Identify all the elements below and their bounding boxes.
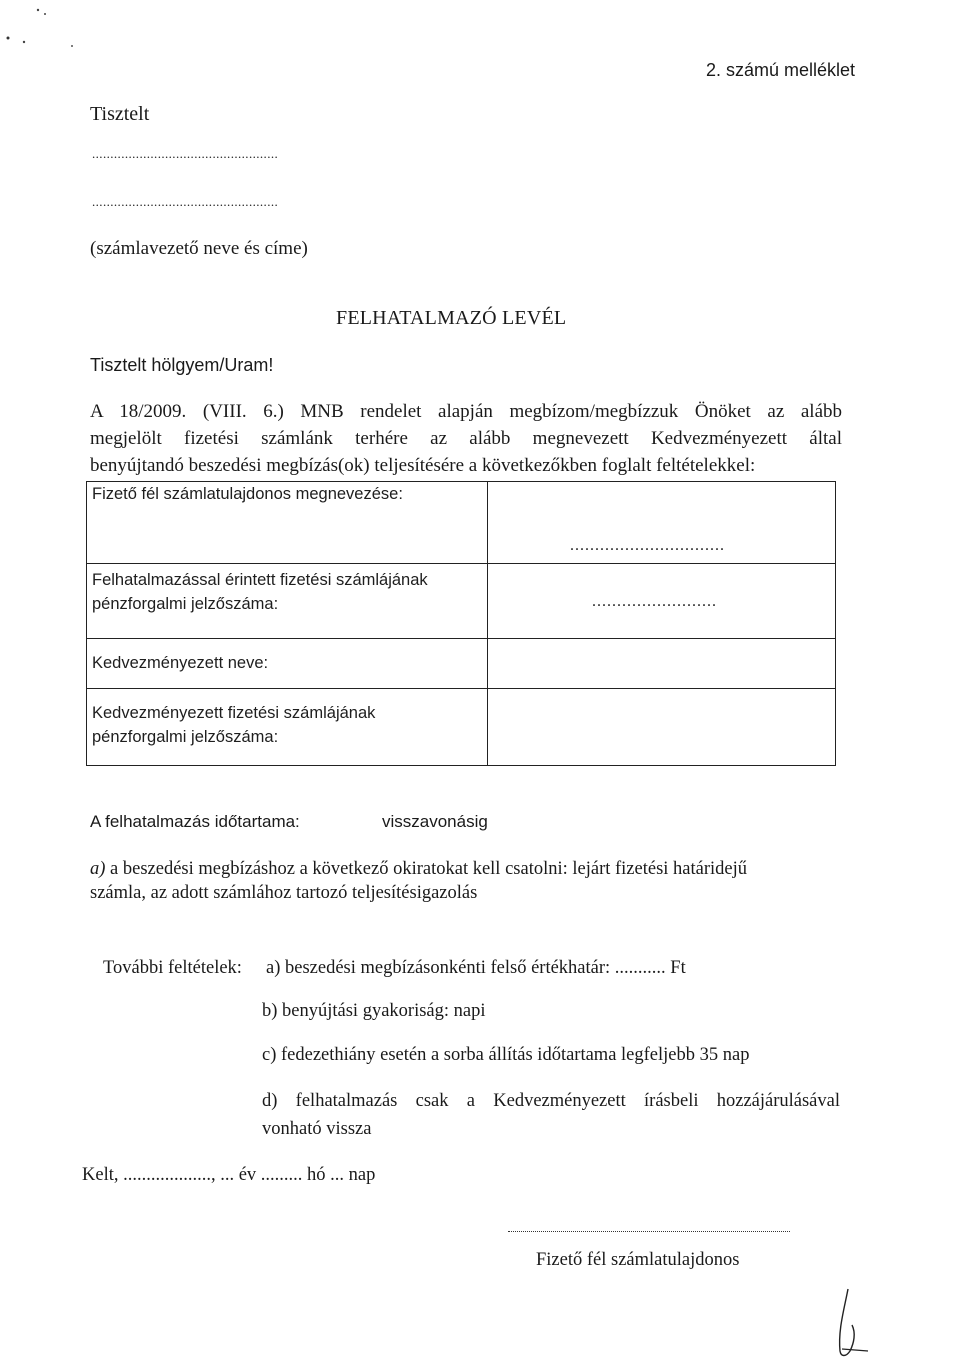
signature-line <box>508 1231 790 1232</box>
row-value-beneficiary-account <box>488 689 836 766</box>
address-dots-line-1: ................................................... <box>92 146 279 161</box>
row-label-beneficiary-account: Kedvezményezett fizetési számlájának pénzforgalmi jelzőszáma: <box>87 689 488 766</box>
greeting: Tisztelt hölgyem/Uram! <box>90 355 274 375</box>
scan-specks <box>0 0 120 60</box>
row-value-payer-name <box>488 482 836 564</box>
table-row <box>87 639 836 689</box>
table-row <box>87 482 836 564</box>
row-value-payer-account <box>488 564 836 639</box>
row-label-payer-name: Fizető fél számlatulajdonos megnevezése: <box>87 482 488 564</box>
duration-value: visszavonásig <box>382 812 488 831</box>
condition-b: b) benyújtási gyakoriság: napi <box>262 1001 486 1021</box>
authorization-table <box>86 481 836 766</box>
condition-d-line-2: vonható vissza <box>262 1119 372 1139</box>
payer-name-dots: ............................... <box>570 537 725 554</box>
duration-label: A felhatalmazás időtartama: <box>90 812 300 831</box>
row-value-beneficiary-name <box>488 639 836 689</box>
annex-label: 2. számú melléklet <box>706 60 856 80</box>
attachment-marker: a) <box>90 859 106 879</box>
address-dots-line-2: ................................................... <box>92 194 279 209</box>
row-label-payer-account: Felhatalmazással érintett fizetési számlájának pénzforgalmi jelzőszáma: <box>87 564 488 639</box>
intro-line-3: benyújtandó beszedési megbízás(ok) teljesítésére a következőkben foglalt feltételekkel: <box>90 455 756 476</box>
row-label-beneficiary-name: Kedvezményezett neve: <box>87 639 488 689</box>
payer-account-dots: ......................... <box>592 593 717 610</box>
condition-d-line-1: d) felhatalmazás csak a Kedvezményezett írásbeli hozzájárulásával <box>262 1091 840 1111</box>
intro-line-2: megjelölt fizetési számlánk terhére az alább megnevezett Kedvezményezett által <box>90 428 842 449</box>
salutation: Tisztelt <box>90 103 150 125</box>
signature-caption: Fizető fél számlatulajdonos <box>536 1250 740 1270</box>
intro-line-1: A 18/2009. (VIII. 6.) MNB rendelet alapján megbízom/megbízzuk Önöket az alább <box>90 401 842 422</box>
table-row <box>87 564 836 639</box>
condition-c: c) fedezethiány esetén a sorba állítás időtartama legfeljebb 35 nap <box>262 1045 750 1065</box>
place-date-line: Kelt, ..................., ... év ......... hó ... nap <box>82 1165 376 1185</box>
signature-scribble <box>820 1285 880 1365</box>
attachment-line-2: számla, az adott számlához tartozó teljesítésigazolás <box>90 883 478 903</box>
intro-paragraph <box>90 398 842 479</box>
further-label: További feltételek: <box>103 958 242 978</box>
condition-a: a) beszedési megbízásonkénti felső értékhatár: ........... Ft <box>266 958 686 978</box>
table-row <box>87 689 836 766</box>
page-title: FELHATALMAZÓ LEVÉL <box>336 307 567 329</box>
attachment-line-1 <box>90 859 747 880</box>
attachment-text-1: a beszedési megbízáshoz a következő okiratokat kell csatolni: lejárt fizetési határidejű <box>110 859 748 879</box>
address-caption: (számlavezető neve és címe) <box>90 238 308 259</box>
